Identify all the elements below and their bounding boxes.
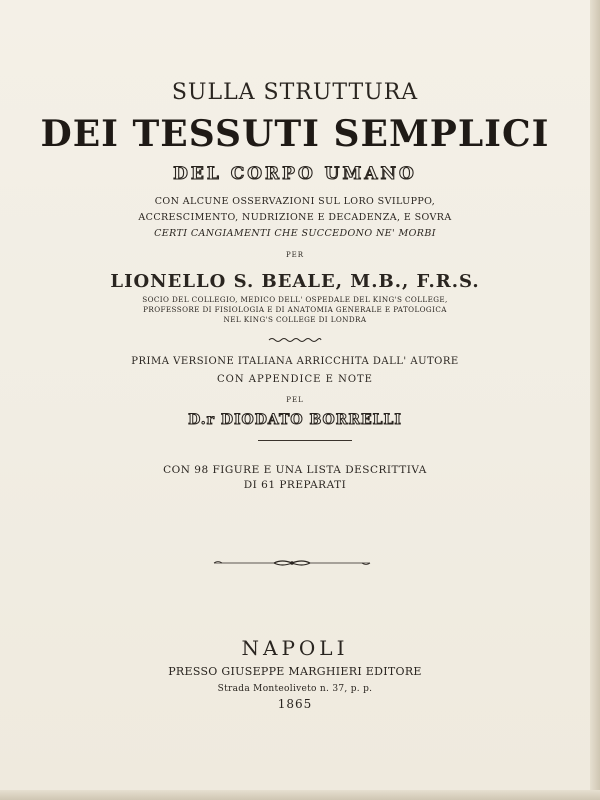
per-label: PER	[285, 251, 305, 259]
page-edge-bottom	[0, 790, 600, 800]
title-line-2: DEI TESSUTI SEMPLICI	[40, 113, 550, 155]
author-name: LIONELLO S. BEALE, M.B., F.R.S.	[110, 271, 480, 292]
publisher: PRESSO GIUSEPPE MARGHIERI EDITORE	[168, 665, 422, 678]
figures-line-1: CON 98 FIGURE E UNA LISTA DESCRITTIVA	[163, 464, 427, 476]
divider-rule	[258, 440, 352, 441]
subtitle-line-2: ACCRESCIMENTO, NUDRIZIONE E DECADENZA, E SOVRA	[138, 212, 452, 223]
editor-name: D.r DIODATO BORRELLI	[188, 412, 402, 428]
affiliation-line-3: NEL KING'S COLLEGE DI LONDRA	[223, 315, 367, 324]
version-line-1: PRIMA VERSIONE ITALIANA ARRICCHITA DALL' AUTORE	[131, 356, 459, 367]
publication-year: 1865	[277, 697, 313, 711]
pel-label: PEL	[286, 396, 304, 404]
version-line-2: CON APPENDICE E NOTE	[216, 374, 373, 385]
title-line-3: DEL CORPO UMANO	[173, 164, 417, 184]
figures-line-2: DI 61 PREPARATI	[243, 479, 347, 491]
subtitle-line-3: CERTI CANGIAMENTI CHE SUCCEDONO NE' MORBI	[154, 228, 436, 239]
title-line-1: SULLA STRUTTURA	[171, 80, 419, 105]
city: NAPOLI	[241, 636, 349, 660]
affiliation-line-1: SOCIO DEL COLLEGIO, MEDICO DELL' OSPEDALE DEL KING'S COLLEGE,	[142, 295, 448, 304]
affiliation-line-2: PROFESSORE DI FISIOLOGIA E DI ANATOMIA GENERALE E PATOLOGICA	[143, 305, 447, 314]
wavy-ornament-icon	[268, 336, 322, 344]
subtitle-line-1: CON ALCUNE OSSERVAZIONI SUL LORO SVILUPPO,	[154, 196, 436, 207]
flourish-ornament-icon	[212, 558, 372, 568]
page-edge-right	[590, 0, 600, 800]
publisher-address: Strada Monteoliveto n. 37, p. p.	[217, 684, 373, 694]
